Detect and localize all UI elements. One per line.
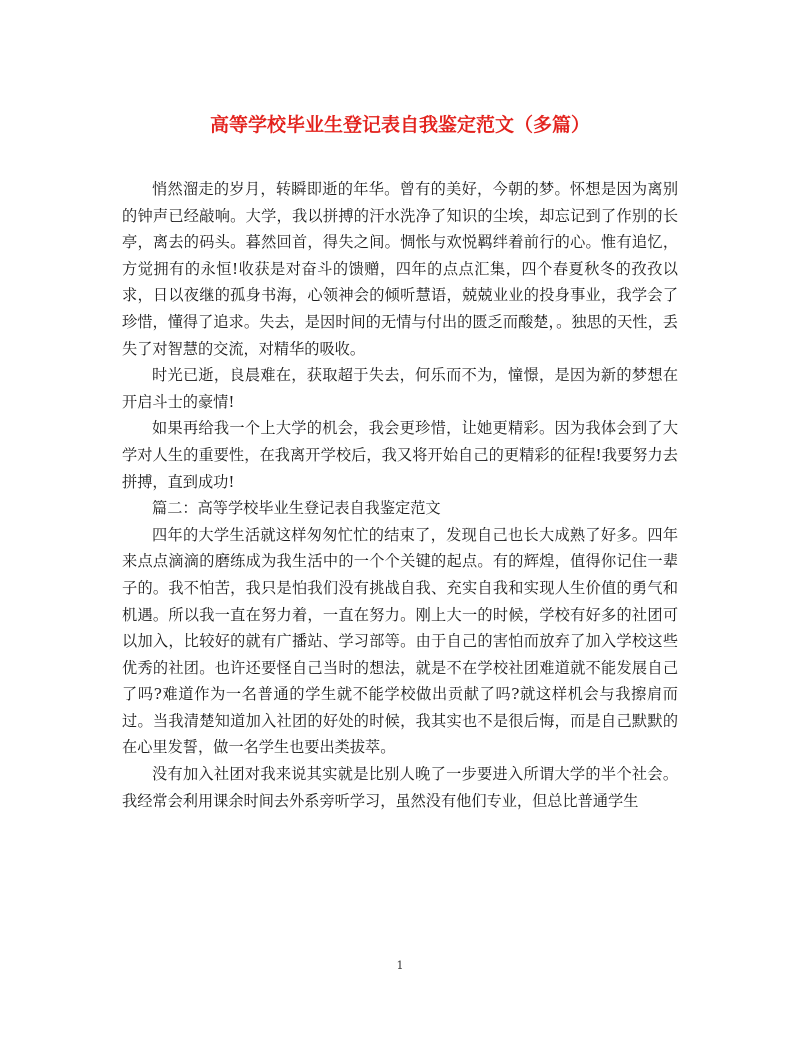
paragraph-5: 没有加入社团对我来说其实就是比别人晚了一步要进入所谓大学的半个社会。我经常会利用课余时间去外系旁听学习，虽然没有他们专业，但总比普通学生: [122, 765, 678, 810]
paragraph-4: 四年的大学生活就这样匆匆忙忙的结束了，发现自己也长大成熟了好多。四年来点点滴滴的磨练成为我生活中的一个个关键的起点。有的辉煌，值得你记住一辈子的。我不怕苦，我只是怕我们没有挑战自我、充实自我和实现人生价值的勇气和机遇。所以我一直在努力着，一直在努力。刚上大一的时候，学校有好多的社团可以加入，比较好的就有广播站、学习部等。由于自己的害怕而放弃了加入学校这些优秀的社团。也许还要怪自己当时的想法，就是不在学校社团难道就不能发展自己了吗?难道作为一名普通的学生就不能学校做出贡献了吗?就这样机会与我擦肩而过。当我清楚知道加入社团的好处的时候，我其实也不是很后悔，而是自己默默的在心里发誓，做一名学生也要出类拔萃。: [122, 525, 678, 757]
section-heading: 篇二：高等学校毕业生登记表自我鉴定范文: [152, 499, 441, 518]
document-body: [122, 176, 678, 814]
paragraph-2: 时光已逝，良晨难在，获取超于失去，何乐而不为，憧憬，是因为新的梦想在开启斗士的豪情!: [122, 366, 678, 411]
document-title: 高等学校毕业生登记表自我鉴定范文（多篇）: [209, 114, 590, 136]
page-number: 1: [396, 959, 404, 972]
paragraph-1: 悄然溜走的岁月，转瞬即逝的年华。曾有的美好，今朝的梦。怀想是因为离别的钟声已经敲响。大学，我以拼搏的汗水洗净了知识的尘埃，却忘记到了作别的长亭，离去的码头。暮然回首，得失之间。惆怅与欢悦羁绊着前行的心。惟有追忆，方觉拥有的永恒!收获是对奋斗的馈赠，四年的点点汇集，四个春夏秋冬的孜孜以求，日以夜继的孤身书海，心领神会的倾听慧语，兢兢业业的投身事业，我学会了珍惜，懂得了追求。失去，是因时间的无情与付出的匮乏而酸楚，。独思的天性，丢失了对智慧的交流，对精华的吸收。: [122, 180, 678, 358]
paragraph-3: 如果再给我一个上大学的机会，我会更珍惜，让她更精彩。因为我体会到了大学对人生的重要性，在我离开学校后，我又将开始自己的更精彩的征程!我要努力去拼搏，直到成功!: [122, 419, 678, 491]
